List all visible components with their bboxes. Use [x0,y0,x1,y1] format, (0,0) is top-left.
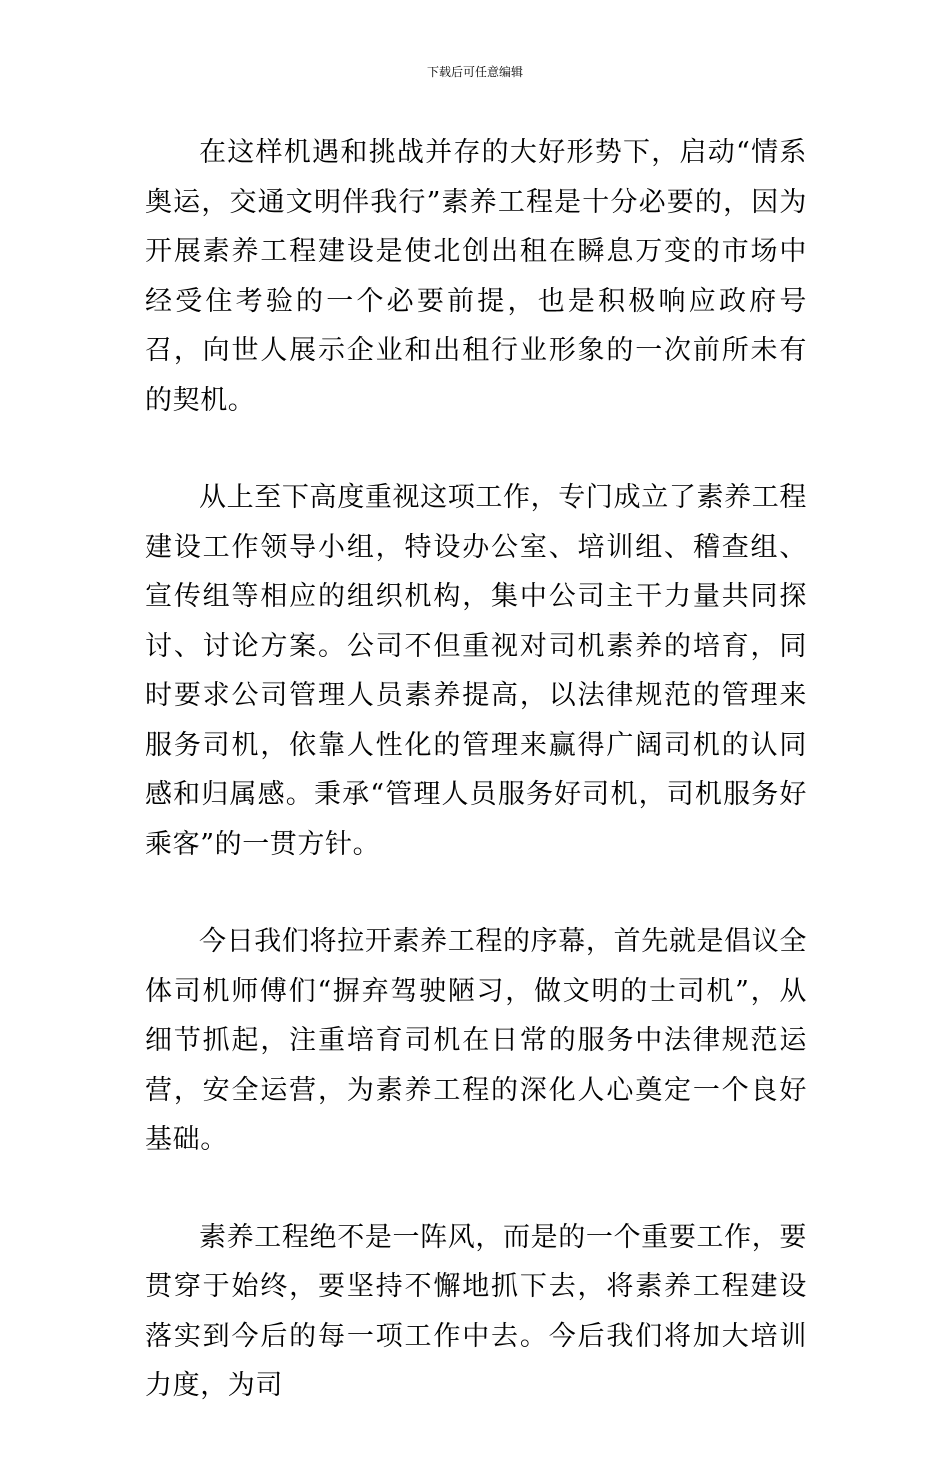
paragraph-4: 素养工程绝不是一阵风，而是的一个重要工作，要贯穿于始终，要坚持不懈地抓下去，将素养工程建设落实到今后的每一项工作中去。今后我们将加大培训力度，为司 [145,1221,807,1401]
paragraph-3: 今日我们将拉开素养工程的序幕，首先就是倡议全体司机师傅们“摒弃驾驶陋习，做文明的士司机”，从细节抓起，注重培育司机在日常的服务中法律规范运营，安全运营，为素养工程的深化人心奠定一个良好基础。 [145,926,807,1155]
paragraph-2: 从上至下高度重视这项工作，专门成立了素养工程建设工作领导小组，特设办公室、培训组、稽查组、宣传组等相应的组织机构，集中公司主干力量共同探讨、讨论方案。公司不但重视对司机素养的培育，同时要求公司管理人员素养提高，以法律规范的管理来服务司机，依靠人性化的管理来赢得广阔司机的认同感和归属感。秉承“管理人员服务好司机，司机服务好乘客”的一贯方针。 [145,482,807,860]
paragraph-1: 在这样机遇和挑战并存的大好形势下，启动“情系奥运，交通文明伴我行”素养工程是十分必要的，因为开展素养工程建设是使北创出租在瞬息万变的市场中经受住考验的一个必要前提，也是积极响应政府号召，向世人展示企业和出租行业形象的一次前所未有的契机。 [145,137,807,416]
header-note: 下载后可任意编辑 [426,65,523,79]
document-body [145,128,807,1459]
